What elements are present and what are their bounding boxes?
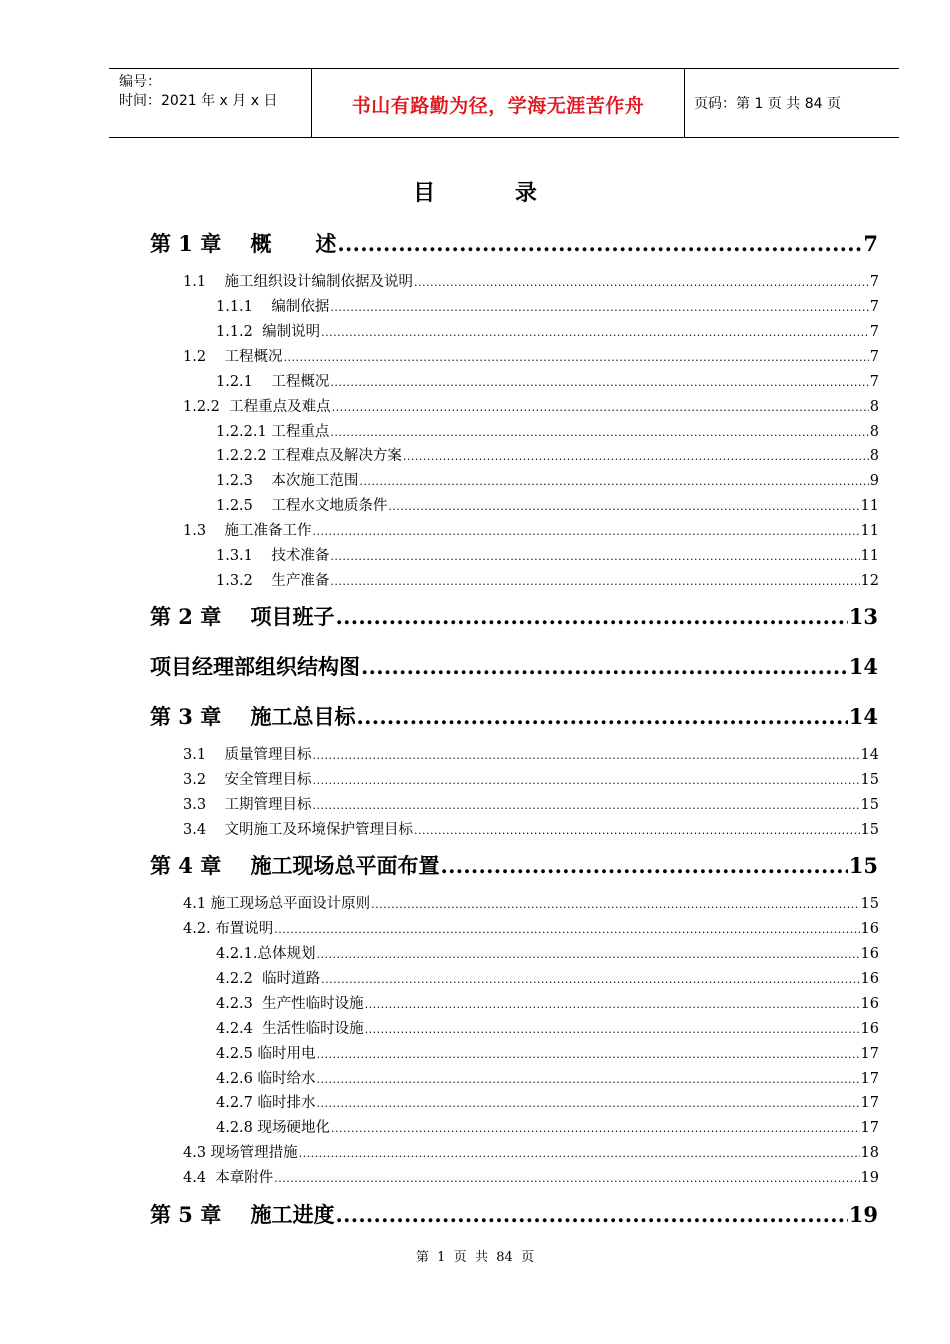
toc-entry[interactable] xyxy=(216,942,879,963)
toc-entry-label: 1.2.2 工程重点及难点 xyxy=(183,399,331,415)
toc-entry-label: 1.1.2 编制说明 xyxy=(216,324,321,340)
toc-dot-leader xyxy=(313,774,860,787)
toc-dot-leader xyxy=(299,1147,860,1160)
toc-entry-label: 1.2.2.2 工程难点及解决方案 xyxy=(216,448,402,464)
toc-entry[interactable] xyxy=(183,345,879,366)
toc-entry-label: 4.2.8 现场硬地化 xyxy=(216,1120,331,1136)
toc-page-number: 16 xyxy=(860,971,879,987)
header-page-cell xyxy=(685,69,899,137)
toc-chapter-entry[interactable] xyxy=(150,850,878,880)
toc-page-number: 16 xyxy=(860,1021,879,1037)
toc-entry[interactable] xyxy=(216,1042,879,1063)
toc-dot-leader xyxy=(371,898,859,911)
toc-page-number: 13 xyxy=(848,604,878,629)
number-label: 编号： xyxy=(119,74,161,90)
toc-entry[interactable] xyxy=(183,793,879,814)
toc-dot-leader xyxy=(317,1073,860,1086)
motto-text: 书山有路勤为径，学海无涯苦作舟 xyxy=(351,95,645,117)
toc-entry-label: 1.3.1 技术准备 xyxy=(216,548,330,564)
toc-page-number: 17 xyxy=(860,1071,879,1087)
toc-entry-label: 3.3 工期管理目标 xyxy=(183,797,312,813)
toc-entry-label: 第 3 章 施工总目标 xyxy=(150,704,356,729)
toc-dot-leader xyxy=(330,376,868,389)
toc-page-number: 16 xyxy=(860,921,879,937)
toc-dot-leader xyxy=(403,450,869,463)
toc-entry-label: 4.4 本章附件 xyxy=(183,1170,274,1186)
toc-entry[interactable] xyxy=(216,469,879,490)
toc-page-number: 16 xyxy=(860,996,879,1012)
toc-dot-leader xyxy=(313,799,860,812)
toc-entry-label: 4.2.6 临时给水 xyxy=(216,1071,316,1087)
toc-chapter-entry[interactable] xyxy=(150,701,878,731)
toc-dot-leader xyxy=(330,575,859,588)
toc-entry[interactable] xyxy=(216,444,879,465)
header-meta-cell xyxy=(109,69,312,137)
toc-entry-label: 3.4 文明施工及环境保护管理目标 xyxy=(183,822,413,838)
toc-entry-label: 1.1 施工组织设计编制依据及说明 xyxy=(183,274,413,290)
toc-page-number: 11 xyxy=(860,523,879,539)
toc-chapter-entry[interactable] xyxy=(150,1199,878,1229)
toc-page-number: 15 xyxy=(848,853,878,878)
toc-entry[interactable] xyxy=(216,569,879,590)
toc-entry-label: 1.1.1 编制依据 xyxy=(216,299,330,315)
toc-entry[interactable] xyxy=(216,295,879,316)
toc-page-number: 18 xyxy=(860,1145,879,1161)
toc-dot-leader xyxy=(317,1097,860,1110)
toc-dot-leader xyxy=(337,231,862,256)
toc-dot-leader xyxy=(332,401,869,414)
toc-entry-label: 4.3 现场管理措施 xyxy=(183,1145,298,1161)
toc-dot-leader xyxy=(359,475,868,488)
footer-text: 第 1 页 共 84 页 xyxy=(415,1250,535,1265)
toc-entry[interactable] xyxy=(216,494,879,515)
toc-page-number: 15 xyxy=(860,896,879,912)
toc-dot-leader xyxy=(274,923,859,936)
toc-entry[interactable] xyxy=(216,1116,879,1137)
toc-entry[interactable] xyxy=(216,967,879,988)
toc-entry[interactable] xyxy=(183,818,879,839)
document-header xyxy=(109,68,899,138)
toc-entry[interactable] xyxy=(183,917,879,938)
toc-page-number: 7 xyxy=(869,374,879,390)
toc-dot-leader xyxy=(317,948,860,961)
toc-entry[interactable] xyxy=(183,1141,879,1162)
toc-dot-leader xyxy=(313,749,860,762)
toc-page-number: 16 xyxy=(860,946,879,962)
toc-entry[interactable] xyxy=(183,743,879,764)
time-label: 时间：2021 年 x 月 x 日 xyxy=(119,93,278,109)
toc-chapter-entry[interactable] xyxy=(150,601,878,631)
toc-entry[interactable] xyxy=(183,270,879,291)
toc-dot-leader xyxy=(321,973,859,986)
toc-chapter-entry[interactable] xyxy=(150,651,878,681)
toc-chapter-entry[interactable] xyxy=(150,228,878,258)
toc-page-number: 8 xyxy=(869,399,879,415)
toc-entry-label: 项目经理部组织结构图 xyxy=(150,654,360,679)
toc-entry-label: 1.3.2 生产准备 xyxy=(216,573,330,589)
toc-entry[interactable] xyxy=(216,320,879,341)
toc-dot-leader xyxy=(356,704,847,729)
toc-page-number: 17 xyxy=(860,1120,879,1136)
toc-entry-label: 4.2.1.总体规划 xyxy=(216,946,316,962)
toc-page-number: 7 xyxy=(863,231,878,256)
toc-page-number: 15 xyxy=(860,797,879,813)
toc-page-number: 15 xyxy=(860,822,879,838)
toc-entry-label: 第 5 章 施工进度 xyxy=(150,1202,335,1227)
toc-entry[interactable] xyxy=(183,892,879,913)
toc-entry-label: 第 1 章 概 述 xyxy=(150,231,337,256)
toc-entry-label: 4.2.4 生活性临时设施 xyxy=(216,1021,364,1037)
toc-entry[interactable] xyxy=(216,370,879,391)
toc-entry[interactable] xyxy=(216,1091,879,1112)
toc-page-number: 17 xyxy=(860,1095,879,1111)
toc-dot-leader xyxy=(330,301,868,314)
toc-page-number: 11 xyxy=(860,548,879,564)
toc-page-number: 11 xyxy=(860,498,879,514)
page-info: 页码：第 1 页 共 84 页 xyxy=(694,96,841,112)
toc-title: 目 录 xyxy=(413,181,573,206)
toc-page-number: 15 xyxy=(860,772,879,788)
toc-page-number: 17 xyxy=(860,1046,879,1062)
toc-entry[interactable] xyxy=(183,519,879,540)
toc-page-number: 14 xyxy=(848,654,878,679)
toc-entry-label: 4.1 施工现场总平面设计原则 xyxy=(183,896,371,912)
toc-dot-leader xyxy=(317,1048,860,1061)
toc-page-number: 14 xyxy=(848,704,878,729)
toc-entry[interactable] xyxy=(183,395,879,416)
toc-entry-label: 4.2.7 临时排水 xyxy=(216,1095,316,1111)
toc-entry[interactable] xyxy=(216,992,879,1013)
toc-page-number: 14 xyxy=(860,747,879,763)
toc-dot-leader xyxy=(440,853,847,878)
toc-entry-label: 1.2.2.1 工程重点 xyxy=(216,424,330,440)
toc-page-number: 7 xyxy=(869,299,879,315)
toc-entry[interactable] xyxy=(183,768,879,789)
toc-page-number: 8 xyxy=(869,424,879,440)
toc-entry[interactable] xyxy=(216,420,879,441)
toc-page-number: 19 xyxy=(860,1170,879,1186)
toc-dot-leader xyxy=(414,824,860,837)
toc-page-number: 7 xyxy=(869,349,879,365)
toc-entry[interactable] xyxy=(216,1067,879,1088)
toc-entry-label: 3.1 质量管理目标 xyxy=(183,747,312,763)
page-footer xyxy=(0,1246,950,1265)
toc-entry-label: 第 4 章 施工现场总平面布置 xyxy=(150,853,440,878)
toc-entry[interactable] xyxy=(216,1017,879,1038)
toc-dot-leader xyxy=(330,426,868,439)
header-motto-cell xyxy=(312,69,685,137)
toc-entry-label: 1.2 工程概况 xyxy=(183,349,283,365)
toc-dot-leader xyxy=(365,1023,860,1036)
toc-dot-leader xyxy=(365,998,860,1011)
toc-dot-leader xyxy=(330,550,859,563)
toc-entry-label: 1.2.1 工程概况 xyxy=(216,374,330,390)
toc-dot-leader xyxy=(388,500,859,513)
toc-dot-leader xyxy=(335,1202,847,1227)
toc-entry-label: 4.2.3 生产性临时设施 xyxy=(216,996,364,1012)
toc-entry-label: 1.3 施工准备工作 xyxy=(183,523,312,539)
toc-entry-label: 3.2 安全管理目标 xyxy=(183,772,312,788)
toc-page-number: 9 xyxy=(869,473,879,489)
toc-page-number: 12 xyxy=(860,573,879,589)
toc-dot-leader xyxy=(313,525,860,538)
toc-page-number: 7 xyxy=(869,324,879,340)
toc-dot-leader xyxy=(361,654,848,679)
toc-entry-label: 4.2. 布置说明 xyxy=(183,921,274,937)
toc-dot-leader xyxy=(284,351,869,364)
toc-page-number: 19 xyxy=(848,1202,878,1227)
toc-page-number: 8 xyxy=(869,448,879,464)
toc-dot-leader xyxy=(331,1122,860,1135)
toc-entry-label: 4.2.2 临时道路 xyxy=(216,971,321,987)
toc-entry-label: 1.2.5 工程水文地质条件 xyxy=(216,498,388,514)
toc-dot-leader xyxy=(414,276,869,289)
toc-page-number: 7 xyxy=(869,274,879,290)
toc-dot-leader xyxy=(274,1172,859,1185)
toc-dot-leader xyxy=(335,604,847,629)
toc-dot-leader xyxy=(321,326,869,339)
toc-entry-label: 第 2 章 项目班子 xyxy=(150,604,335,629)
toc-entry-label: 1.2.3 本次施工范围 xyxy=(216,473,359,489)
toc-entry[interactable] xyxy=(216,544,879,565)
toc-entry[interactable] xyxy=(183,1166,879,1187)
toc-entry-label: 4.2.5 临时用电 xyxy=(216,1046,316,1062)
